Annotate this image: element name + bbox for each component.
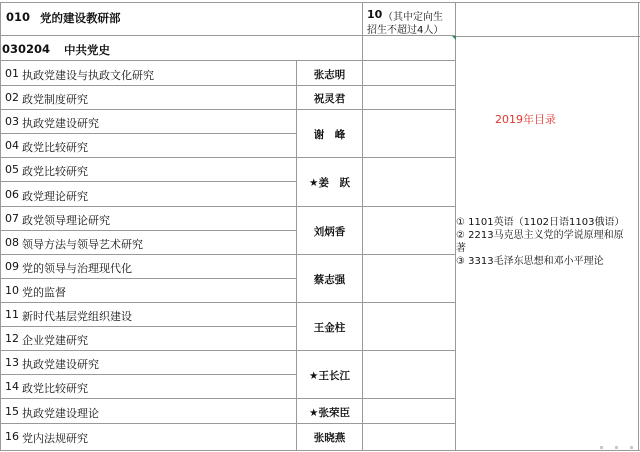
direction-number: 14 — [5, 380, 19, 393]
department-name: 党的建设教研部 — [40, 11, 121, 25]
direction-number: 15 — [5, 405, 19, 418]
teacher-cell: ★王长江 — [309, 370, 350, 382]
direction-name: 政党比较研究 — [22, 141, 88, 154]
direction-name: 政党制度研究 — [22, 93, 88, 106]
teacher-cell: 王金柱 — [313, 322, 346, 334]
direction-number: 04 — [5, 139, 19, 152]
direction-name: 党的领导与治理现代化 — [22, 262, 132, 275]
department-code: 010 — [6, 10, 31, 24]
teacher-cell: ★张荣臣 — [309, 407, 350, 419]
direction-name: 执政党建设研究 — [22, 358, 99, 371]
exam-subject-3: ③ 3313毛泽东思想和邓小平理论 — [456, 256, 604, 267]
teacher-cell: 谢 峰 — [313, 129, 346, 141]
teacher-cell: 张晓燕 — [313, 432, 346, 444]
exam-subject-2: ② 2213马克思主义党的学说原理和原 — [456, 230, 624, 241]
quota-number: 10 — [367, 8, 383, 21]
catalog-year-label: 2019年目录 — [495, 113, 556, 126]
direction-name: 党内法规研究 — [22, 432, 88, 445]
exam-subject-2-cont: 著 — [456, 243, 466, 254]
direction-name: 新时代基层党组织建设 — [22, 310, 132, 323]
selection-handle — [600, 446, 603, 449]
direction-number: 06 — [5, 188, 19, 201]
direction-name: 领导方法与领导艺术研究 — [22, 238, 143, 251]
major-code: 030204 — [2, 42, 51, 56]
direction-name: 政党理论研究 — [22, 190, 88, 203]
direction-number: 03 — [5, 115, 19, 128]
major-name: 中共党史 — [64, 43, 110, 57]
direction-name: 企业党建研究 — [22, 334, 88, 347]
direction-name: 政党比较研究 — [22, 382, 88, 395]
direction-name: 政党比较研究 — [22, 165, 88, 178]
direction-name: 执政党建设理论 — [22, 407, 99, 420]
cell-comment-marker — [452, 36, 456, 40]
direction-number: 13 — [5, 356, 19, 369]
direction-number: 11 — [5, 308, 19, 321]
teacher-cell: 刘炳香 — [313, 226, 346, 238]
direction-name: 政党领导理论研究 — [22, 214, 110, 227]
direction-number: 02 — [5, 91, 19, 104]
selection-handle — [615, 446, 618, 449]
teacher-cell: 蔡志强 — [313, 274, 346, 286]
teacher-cell: ★姜 跃 — [309, 177, 350, 189]
direction-number: 08 — [5, 236, 19, 249]
direction-number: 10 — [5, 284, 19, 297]
quota-note-line2: 招生不超过4人） — [367, 25, 444, 36]
direction-number: 16 — [5, 430, 19, 443]
quota-note-line1: （其中定向生 — [383, 12, 443, 23]
teacher-cell: 祝灵君 — [313, 93, 346, 105]
direction-number: 05 — [5, 163, 19, 176]
direction-name: 执政党建设与执政文化研究 — [22, 69, 154, 82]
direction-name: 党的监督 — [22, 286, 66, 299]
direction-number: 07 — [5, 212, 19, 225]
direction-name: 执政党建设研究 — [22, 117, 99, 130]
direction-number: 09 — [5, 260, 19, 273]
direction-number: 01 — [5, 67, 19, 80]
direction-number: 12 — [5, 332, 19, 345]
teacher-cell: 张志明 — [313, 69, 346, 81]
exam-subject-1: ① 1101英语（1102日语1103俄语） — [456, 217, 625, 228]
selection-handle — [630, 446, 633, 449]
